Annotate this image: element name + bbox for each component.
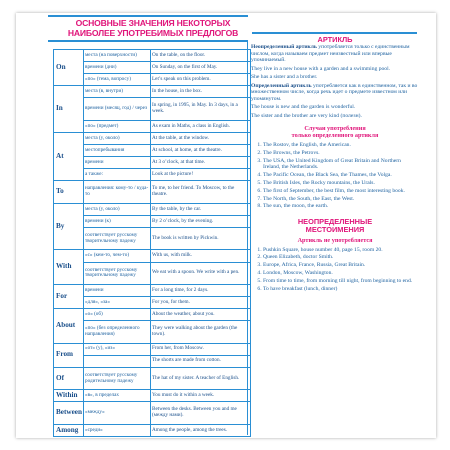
prepositions-title-line1: ОСНОВНЫЕ ЗНАЧЕНИЯ НЕКОТОРЫХ (75, 18, 231, 28)
table-row (54, 284, 251, 296)
table-row (54, 74, 251, 86)
meaning-cell: времени (84, 284, 151, 296)
table-row (54, 132, 251, 144)
meaning-cell: места (в, внутри) (84, 86, 151, 98)
example-cell: They were walking about the garden (the town). (151, 321, 251, 343)
example-cell: At 3 o’clock, at that time. (151, 157, 251, 169)
example-cell: In the house, in the box. (151, 86, 251, 98)
table-row (54, 355, 251, 367)
prepositions-title (48, 18, 258, 38)
example-1: They live in a new house with a garden and a swimming pool. (251, 65, 391, 72)
example-cell: Let’s speak on this problem. (151, 74, 251, 86)
table-row (54, 367, 251, 389)
preposition-cell: About (54, 309, 84, 344)
table-row (54, 157, 251, 169)
preposition-cell: With (54, 250, 84, 285)
table-row (54, 297, 251, 309)
no-article-heading: Артикль не употребляется (297, 236, 373, 244)
meaning-cell: местопребывания (84, 145, 151, 157)
preposition-cell: Of (54, 367, 84, 389)
example-cell: Look at the picture! (151, 169, 251, 181)
meaning-cell: «между» (84, 402, 151, 424)
table-row (54, 424, 251, 436)
list-item: 3. Europe, Africa, France, Russia, Great Britain. (263, 262, 419, 268)
meaning-cell: времени (к) (84, 215, 151, 227)
preposition-cell: For (54, 284, 84, 308)
preposition-cell: To (54, 181, 84, 203)
example-cell: The book is written by Pickwin. (151, 228, 251, 250)
table-row (54, 120, 251, 132)
meaning-cell: «с» (кем-то, чем-то) (84, 250, 151, 262)
table-row (54, 50, 251, 62)
meaning-cell: «по» (предмет) (84, 120, 151, 132)
meaning-cell: соответствует русскому творительному падежу (84, 228, 151, 250)
definite-article-text: употребляется как в единственном, так и во множественном числе, когда речь идет о предмете известном или упомянутом. (251, 83, 418, 102)
example-cell: As exam in Maths, a class in English. (151, 120, 251, 132)
meaning-cell: соответствует русскому творительному падежу (84, 262, 151, 284)
pronouns-title (251, 218, 419, 235)
definite-article-rule (251, 83, 419, 102)
example-3: The house is new and the garden is wonderful. (251, 104, 356, 111)
list-item: 8. The sun, the moon, the earth. (263, 203, 419, 209)
meaning-cell: времени (месяц, год) / через (84, 98, 151, 120)
example-cell: By the table, by the car. (151, 203, 251, 215)
example-cell: You must do it within a week. (151, 390, 251, 402)
meaning-cell (84, 355, 151, 367)
list-item: 3. The USA, the United Kingdom of Great Britain and Northern Ireland, the Netherlands. (263, 158, 419, 171)
example-cell: At the table, at the window. (151, 132, 251, 144)
indefinite-article-text: употребляется только с единственным числом, когда называем предмет неизвестный или впервые упоминаемый. (251, 44, 410, 64)
example-cell: For a long time, for 2 days. (151, 284, 251, 296)
example-cell: At school, at home, at the theatre. (151, 145, 251, 157)
table-row (54, 390, 251, 402)
example-cell: For you, for them. (151, 297, 251, 309)
meaning-cell: времени (84, 157, 151, 169)
articles-title: АРТИКЛЬ (317, 35, 353, 44)
pronouns-title-line1: НЕОПРЕДЕЛЕННЫЕ (297, 216, 373, 226)
example-cell: About the weather, about you. (151, 309, 251, 321)
preposition-cell: By (54, 203, 84, 250)
table-row (54, 228, 251, 250)
meaning-cell: направления: кому-то / куда-то (84, 181, 151, 203)
meaning-cell: «по» (без определенного направления) (84, 321, 151, 343)
table-row (54, 250, 251, 262)
example-cell: On the table, on the floor. (151, 50, 251, 62)
definite-cases-list (251, 142, 419, 209)
no-article-list (251, 247, 419, 292)
meaning-cell: «среди» (84, 424, 151, 436)
table-row (54, 62, 251, 74)
table-row (54, 169, 251, 181)
definite-cases-heading-line2: только определенного артикля (291, 132, 379, 140)
preposition-cell: On (54, 50, 84, 86)
list-item: 7. The North, the South, the East, the West. (263, 196, 419, 202)
example-cell: In spring, in 1995, in May. In 3 days, in a week. (151, 98, 251, 120)
prepositions-table (53, 49, 251, 437)
top-rule-left (48, 15, 248, 17)
example-cell: From her, from Moscow. (151, 343, 251, 355)
top-rule-right (252, 32, 417, 34)
meaning-cell: места (на поверхности) (84, 50, 151, 62)
table-row (54, 262, 251, 284)
example-cell: On Sunday, on the first of May. (151, 62, 251, 74)
list-item: 5. The British Isles, the Rocky mountains, the Urals. (263, 180, 419, 186)
list-item: 5. From time to time, from morning till night, from beginning to end. (263, 278, 419, 284)
table-row (54, 343, 251, 355)
meaning-cell: места (у, около) (84, 132, 151, 144)
example-4: The sister and the brother are very kind (полезн). (251, 113, 362, 119)
example-cell: Among the people, among the trees. (151, 424, 251, 436)
meaning-cell: соответствует русскому родительному падежу (84, 367, 151, 389)
meaning-cell: «о» (об) (84, 309, 151, 321)
table-row (54, 86, 251, 98)
meaning-cell: «от» (у), «из» (84, 343, 151, 355)
meaning-cell: времени (дни) (84, 62, 151, 74)
meaning-cell: места (у, около) (84, 203, 151, 215)
table-row (54, 181, 251, 203)
prepositions-title-line2: НАИБОЛЕЕ УПОТРЕБИМЫХ ПРЕДЛОГОВ (67, 28, 239, 38)
table-row (54, 321, 251, 343)
list-item: 1. The Rostov, the English, the American. (263, 142, 419, 148)
pronouns-title-line2: МЕСТОИМЕНИЯ (305, 225, 365, 235)
definite-article-term: Определенный артикль (251, 83, 312, 89)
indefinite-article-term: Неопределенный артикль (251, 44, 317, 51)
list-item: 4. The Pacific Ocean, the Black Sea, the Thames, the Volga. (263, 172, 419, 178)
column-divider (247, 40, 248, 435)
bottom-rule-left (48, 40, 248, 42)
indefinite-article-rule (251, 44, 419, 63)
example-cell: With us, with milk. (151, 250, 251, 262)
preposition-cell: In (54, 86, 84, 133)
meaning-cell: а также: (84, 169, 151, 181)
list-item: 2. The Browns, the Petrovs. (263, 150, 419, 156)
example-cell: The hat of my sister. A teacher of English. (151, 367, 251, 389)
example-cell: To me, to her friend. To Moscow, to the theatre. (151, 181, 251, 203)
table-row (54, 309, 251, 321)
list-item: 1. Pushkin Square, house number 40, page 15, room 20. (263, 247, 419, 253)
table-row (54, 203, 251, 215)
table-row (54, 145, 251, 157)
list-item: 6. The first of September, the best film, the most interesting book. (263, 188, 419, 194)
example-cell: By 2 o’clock, by the evening. (151, 215, 251, 227)
definite-cases-heading (251, 125, 419, 139)
meaning-cell: «для», «за» (84, 297, 151, 309)
table-row (54, 215, 251, 227)
example-2: She has a sister and a brother. (251, 74, 318, 81)
preposition-cell: Among (54, 424, 84, 436)
meaning-cell: «по» (тема, вопросу) (84, 74, 151, 86)
table-row (54, 98, 251, 120)
list-item: 2. Queen Elizabeth, doctor Smith. (263, 254, 419, 260)
example-cell: The shorts are made from cotton. (151, 355, 251, 367)
meaning-cell: «в», в пределах (84, 390, 151, 402)
example-cell: Between the desks. Between you and me (между нами). (151, 402, 251, 424)
preposition-cell: At (54, 132, 84, 180)
example-cell: We eat with a spoon. We write with a pen. (151, 262, 251, 284)
table-row (54, 402, 251, 424)
preposition-cell: From (54, 343, 84, 367)
definite-cases-heading-line1: Случаи употребления (304, 125, 366, 133)
preposition-cell: Between (54, 402, 84, 424)
articles-column (251, 36, 419, 293)
list-item: 6. To have breakfast (lunch, dinner) (263, 286, 419, 292)
list-item: 4. London, Moscow, Washington. (263, 270, 419, 276)
preposition-cell: Within (54, 390, 84, 402)
